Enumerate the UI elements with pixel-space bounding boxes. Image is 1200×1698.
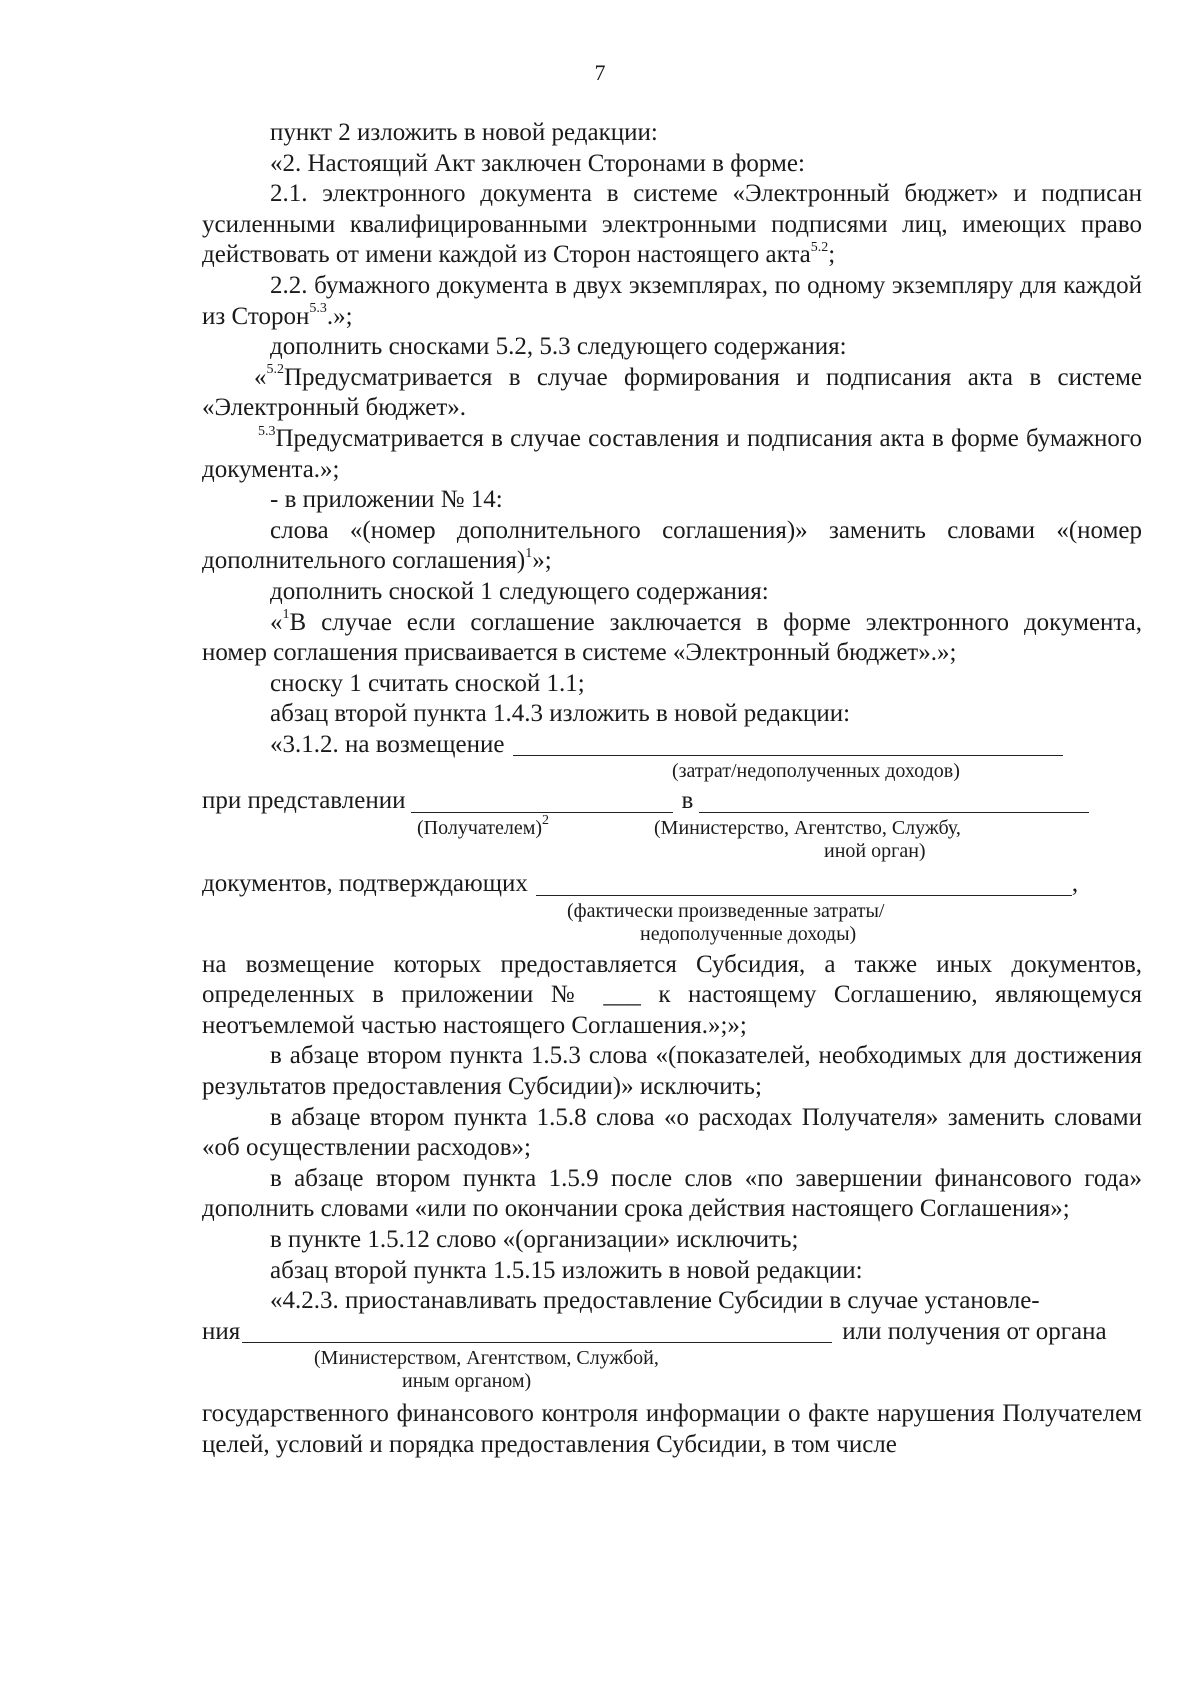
footnote-ref: 5.3	[258, 423, 276, 439]
caption-row	[202, 760, 1142, 786]
paragraph: сноску 1 считать сноской 1.1;	[270, 669, 585, 697]
field-caption: (затрат/недополученных доходов)	[672, 760, 960, 783]
text: «3.1.2. на возмещение	[270, 730, 505, 758]
text: Предусматривается в случае составления и подписания акта в форме бумажного документа.»;	[202, 424, 1142, 483]
text: Предусматривается в случае формирования и подписания акта в системе «Электронный бюджет».	[202, 363, 1142, 422]
form-line	[202, 1317, 1142, 1348]
blank-field	[242, 1320, 832, 1343]
text: слова «(номер дополнительного соглашения)» заменить словами «(номер дополнительного соглашения)	[202, 516, 1142, 575]
field-caption: (фактически произведенные затраты/	[567, 899, 885, 922]
paragraph: дополнить сносками 5.2, 5.3 следующего содержания:	[270, 333, 847, 361]
footnote-ref: 5.3	[309, 301, 327, 317]
blank-field	[699, 790, 1089, 813]
footnote-ref: 1	[525, 545, 533, 561]
paragraph: абзац второй пункта 1.5.15 изложить в новой редакции:	[270, 1256, 863, 1284]
text: ,	[1071, 870, 1079, 898]
field-caption: иной орган)	[824, 840, 926, 863]
footnote-ref: 5.2	[810, 240, 829, 256]
text: «	[270, 608, 283, 636]
text: «	[254, 363, 267, 391]
field-caption: (Министерство, Агентство, Службу,	[654, 817, 961, 840]
paragraph: «2. Настоящий Акт заключен Сторонами в форме:	[270, 149, 805, 177]
text: ния	[202, 1317, 241, 1345]
form-line	[202, 730, 1142, 761]
page-number: 7	[594, 60, 606, 85]
paragraph	[202, 608, 1142, 669]
text: документов, подтверждающих	[202, 870, 528, 898]
text: или получения от органа	[842, 1317, 1107, 1345]
paragraph	[202, 516, 1142, 577]
field-caption: (Министерством, Агентством, Службой,	[314, 1347, 659, 1370]
paragraph	[202, 179, 1142, 271]
field-caption	[417, 813, 550, 840]
blank-field	[411, 790, 673, 813]
text: 2.1. электронного документа в системе «Электронный бюджет» и подписан усиленными квалифицированными электронными подписями лиц, имеющих право действовать от имени каждой из Сторон настоящего акта	[202, 180, 1142, 269]
field-caption: иным органом)	[402, 1370, 532, 1393]
paragraph: государственного финансового контроля информации о факте нарушения Получателем целей, условий и порядка предоставления Субсидии, в том числе	[202, 1400, 1142, 1458]
form-line	[202, 786, 1142, 817]
paragraph: дополнить сноской 1 следующего содержания:	[270, 577, 769, 605]
footnote-ref: 1	[282, 607, 290, 623]
text: »;	[532, 547, 552, 575]
document-body	[202, 118, 1142, 1461]
text: В случае если соглашение заключается в форме электронного документа, номер соглашения присваивается в системе «Электронный бюджет».»;	[202, 608, 1142, 667]
paragraph: в пункте 1.5.12 слово «(организации» исключить;	[270, 1226, 799, 1253]
paragraph: в абзаце втором пункта 1.5.3 слова «(показателей, необходимых для достижения результатов предоставления Субсидии)» исключить;	[202, 1042, 1142, 1101]
footnote-ref: 2	[542, 813, 550, 829]
paragraph: «4.2.3. приостанавливать предоставление Субсидии в случае установле-	[270, 1287, 1040, 1315]
footnote-ref: 5.2	[266, 362, 284, 378]
paragraph: на возмещение которых предоставляется Субсидия, а также иных документов, определенных в приложении № ___ к настоящему Соглашению, являющемуся неотъемлемой частью настоящего Соглашения.»;»;	[202, 950, 1142, 1039]
paragraph: абзац второй пункта 1.4.3 изложить в новой редакции:	[270, 700, 851, 728]
paragraph: в абзаце втором пункта 1.5.8 слова «о расходах Получателя» заменить словами «об осуществлении расходов»;	[202, 1103, 1142, 1162]
footnote-paragraph	[202, 424, 1142, 485]
text: при представлении	[202, 787, 406, 815]
blank-field	[536, 873, 1072, 896]
text: 2.2. бумажного документа в двух экземплярах, по одному экземпляру для каждой из Сторон	[202, 271, 1142, 330]
caption-row	[202, 813, 1142, 869]
text: .»;	[326, 302, 353, 330]
text: в	[681, 787, 694, 815]
field-caption: недополученные доходы)	[640, 922, 857, 945]
text: ;	[828, 241, 836, 269]
paragraph: в абзаце втором пункта 1.5.9 после слов «по завершении финансового года» дополнить словами «или по окончании срока действия настоящего Соглашения»;	[202, 1164, 1142, 1223]
paragraph: - в приложении № 14:	[270, 486, 503, 514]
paragraph	[202, 271, 1142, 332]
footnote-paragraph	[202, 363, 1142, 424]
caption-row	[202, 900, 1142, 950]
blank-field	[513, 733, 1063, 756]
paragraph: пункт 2 изложить в новой редакции:	[270, 119, 658, 146]
caption-row	[202, 1347, 1142, 1399]
form-line	[202, 869, 1142, 900]
text: (Получателем)	[417, 817, 543, 840]
